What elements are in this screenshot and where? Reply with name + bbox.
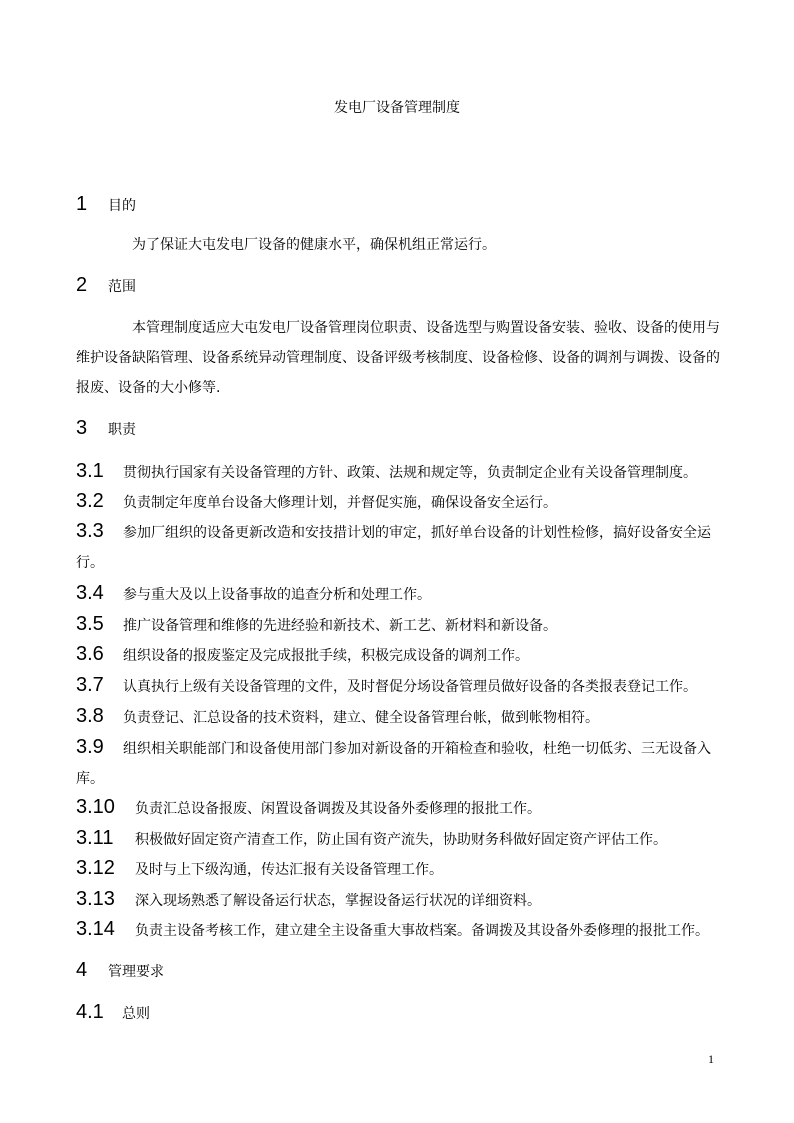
item-text: 负责汇总设备报废、闲置设备调拨及其设备外委修理的报批工作。 — [135, 801, 541, 817]
section-number: 3 — [76, 417, 88, 439]
list-item — [76, 792, 726, 824]
item-number: 3.2 — [76, 490, 104, 512]
item-text: 积极做好固定资产清查工作，防止国有资产流失，协助财务科做好固定资产评估工作。 — [135, 832, 667, 848]
list-item — [76, 486, 726, 518]
section-title: 职责 — [108, 422, 136, 438]
list-item — [76, 732, 726, 794]
section-title: 范围 — [108, 279, 136, 295]
item-text: 组织相关职能部门和设备使用部门参加对新设备的开箱检查和验收，杜绝一切低劣、三无设备入库。 — [76, 741, 711, 787]
list-item — [76, 823, 726, 855]
section-4-heading — [76, 958, 164, 982]
list-item — [76, 884, 726, 916]
item-text: 负责登记、汇总设备的技术资料，建立、健全设备管理台帐，做到帐物相符。 — [123, 710, 599, 726]
item-text: 贯彻执行国家有关设备管理的方针、政策、法规和规定等，负责制定企业有关设备管理制度。 — [123, 465, 697, 481]
item-text: 深入现场熟悉了解设备运行状态，掌握设备运行状况的详细资料。 — [135, 893, 541, 909]
section-title: 管理要求 — [108, 964, 164, 980]
item-number: 3.10 — [76, 796, 115, 818]
list-item — [76, 701, 726, 733]
list-item — [76, 516, 726, 578]
subsection-number: 4.1 — [76, 1001, 104, 1023]
section-3-heading — [76, 416, 136, 440]
item-number: 3.7 — [76, 674, 104, 696]
list-item — [76, 456, 726, 488]
section-number: 4 — [76, 959, 88, 981]
list-item — [76, 914, 726, 946]
section-1-heading — [76, 192, 136, 216]
item-text: 及时与上下级沟通，传达汇报有关设备管理工作。 — [135, 862, 443, 878]
item-text: 参加厂组织的设备更新改造和安技措计划的审定，抓好单台设备的计划性检修，搞好设备安全运行。 — [76, 525, 711, 571]
item-number: 3.12 — [76, 857, 115, 879]
item-number: 3.14 — [76, 918, 115, 940]
list-item — [76, 853, 726, 885]
page-number: 1 — [708, 1052, 714, 1066]
list-item — [76, 609, 726, 641]
item-text: 推广设备管理和维修的先进经验和新技术、新工艺、新材料和新设备。 — [123, 618, 557, 634]
list-item — [76, 670, 726, 702]
item-number: 3.13 — [76, 888, 115, 910]
item-number: 3.5 — [76, 613, 104, 635]
item-text: 参与重大及以上设备事故的追查分析和处理工作。 — [123, 587, 431, 603]
item-text: 组织设备的报废鉴定及完成报批手续，积极完成设备的调剂工作。 — [123, 648, 529, 664]
section-2-body: 本管理制度适应大屯发电厂设备管理岗位职责、设备选型与购置设备安装、验收、设备的使用与维护设备缺陷管理、设备系统异动管理制度、设备评级考核制度、设备检修、设备的调剂与调拨、设备的报废、设备的大小修等. — [76, 320, 720, 396]
item-number: 3.9 — [76, 736, 104, 758]
subsection-4-1-heading — [76, 1000, 150, 1024]
item-text: 负责主设备考核工作，建立建全主设备重大事故档案。备调拨及其设备外委修理的报批工作。 — [135, 923, 709, 939]
item-number: 3.1 — [76, 460, 104, 482]
item-number: 3.8 — [76, 705, 104, 727]
list-item — [76, 639, 726, 671]
section-2-heading — [76, 273, 136, 297]
section-title: 目的 — [108, 198, 136, 214]
item-text: 认真执行上级有关设备管理的文件，及时督促分场设备管理员做好设备的各类报表登记工作。 — [123, 679, 697, 695]
section-1-body: 为了保证大屯发电厂设备的健康水平，确保机组正常运行。 — [132, 237, 496, 253]
list-item — [76, 578, 726, 610]
section-number: 2 — [76, 274, 88, 296]
document-title: 发电厂设备管理制度 — [334, 100, 460, 116]
item-number: 3.4 — [76, 582, 104, 604]
section-number: 1 — [76, 193, 88, 215]
item-number: 3.6 — [76, 643, 104, 665]
item-number: 3.3 — [76, 520, 104, 542]
item-text: 负责制定年度单台设备大修理计划，并督促实施，确保设备安全运行。 — [123, 495, 557, 511]
item-number: 3.11 — [76, 827, 114, 849]
subsection-title: 总则 — [122, 1006, 150, 1022]
